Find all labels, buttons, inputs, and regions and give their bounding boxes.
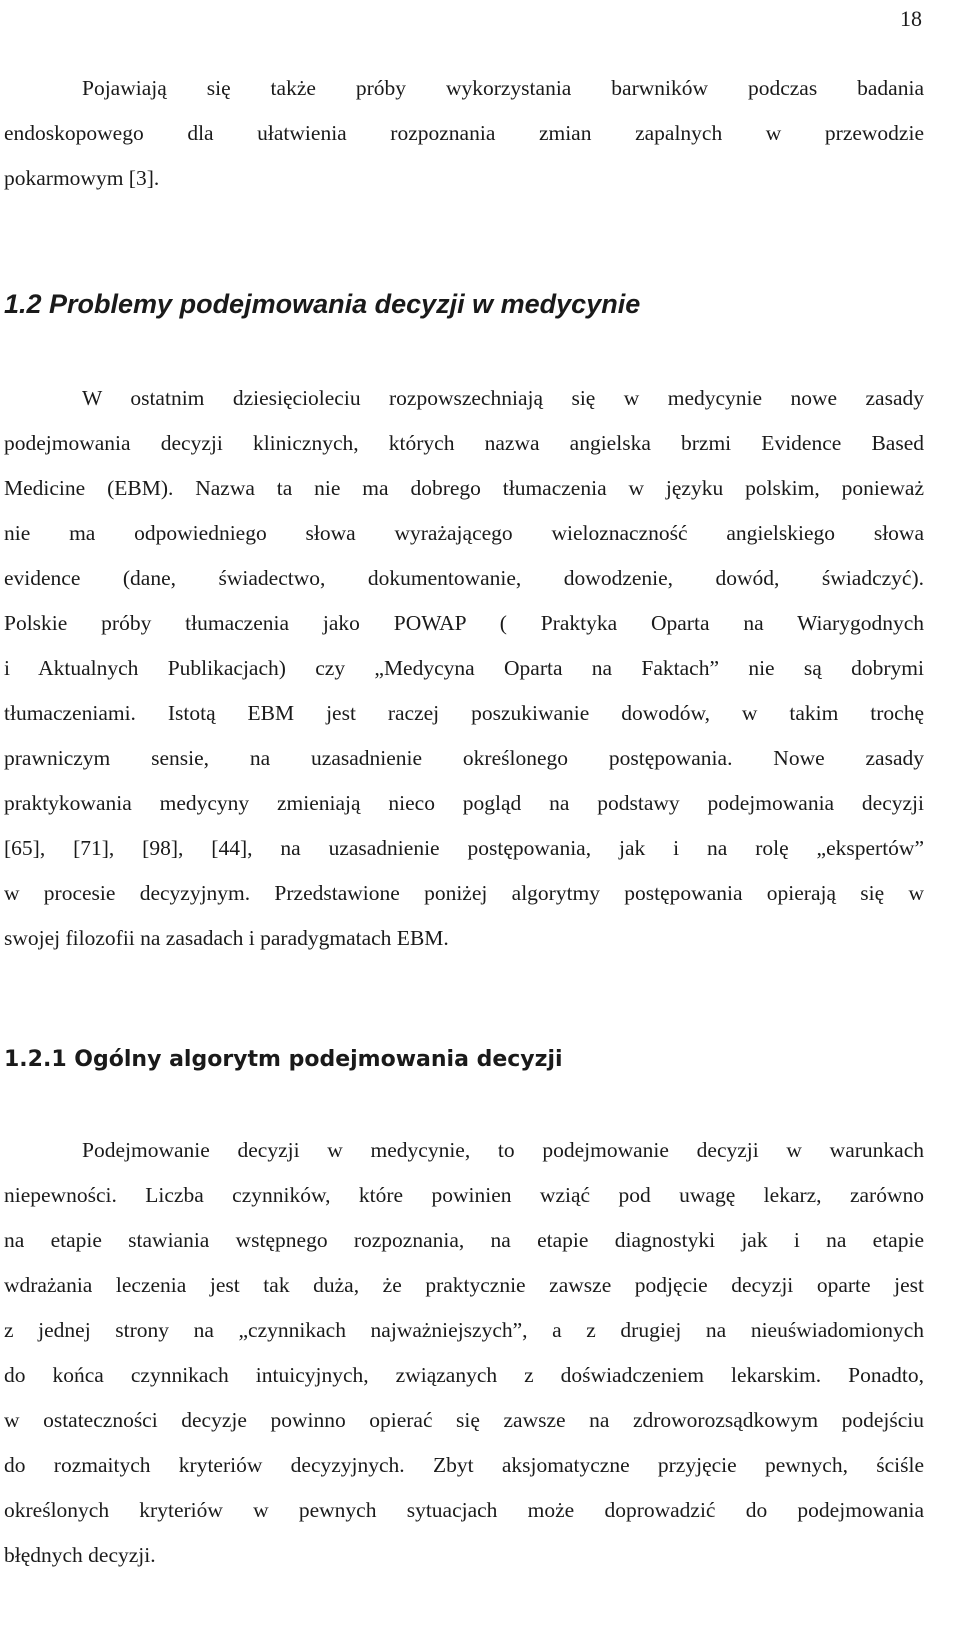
paragraph-ebm — [4, 376, 924, 961]
text-line: w ostateczności decyzje powinno opierać się zawsze na zdroworozsądkowym podejściu — [4, 1408, 924, 1432]
text-line: Polskie próby tłumaczenia jako POWAP ( Praktyka Oparta na Wiarygodnych — [4, 611, 924, 635]
text-line: w procesie decyzyjnym. Przedstawione poniżej algorytmy postępowania opierają się w — [4, 881, 924, 905]
paragraph-decisions — [4, 1128, 924, 1578]
text-line: do rozmaitych kryteriów decyzyjnych. Zbyt aksjomatyczne przyjęcie pewnych, ściśle — [4, 1453, 924, 1477]
text-line: Pojawiają się także próby wykorzystania barwników podczas badania — [82, 76, 924, 100]
subsection-heading: 1.2.1 Ogólny algorytm podejmowania decyzji — [4, 1047, 563, 1072]
text-line: do końca czynnikach intuicyjnych, związanych z doświadczeniem lekarskim. Ponadto, — [4, 1363, 924, 1387]
section-heading: 1.2 Problemy podejmowania decyzji w medycynie — [4, 289, 641, 319]
text-line: swojej filozofii na zasadach i paradygmatach EBM. — [4, 926, 449, 950]
text-line: [65], [71], [98], [44], na uzasadnienie postępowania, jak i na rolę „ekspertów” — [4, 836, 924, 860]
text-line: z jednej strony na „czynnikach najważniejszych”, a z drugiej na nieuświadomionych — [4, 1318, 924, 1342]
text-line: praktykowania medycyny zmieniają nieco pogląd na podstawy podejmowania decyzji — [4, 791, 924, 815]
text-line: Medicine (EBM). Nazwa ta nie ma dobrego tłumaczenia w języku polskim, ponieważ — [4, 476, 924, 500]
text-line: tłumaczeniami. Istotą EBM jest raczej poszukiwanie dowodów, w takim trochę — [4, 701, 924, 725]
text-line: i Aktualnych Publikacjach) czy „Medycyna Oparta na Faktach” nie są dobrymi — [4, 656, 924, 680]
text-line: określonych kryteriów w pewnych sytuacjach może doprowadzić do podejmowania — [4, 1498, 924, 1522]
text-line: na etapie stawiania wstępnego rozpoznania, na etapie diagnostyki jak i na etapie — [4, 1228, 924, 1252]
text-line: błędnych decyzji. — [4, 1543, 156, 1567]
text-line: niepewności. Liczba czynników, które powinien wziąć pod uwagę lekarz, zarówno — [4, 1183, 924, 1207]
text-line: evidence (dane, świadectwo, dokumentowanie, dowodzenie, dowód, świadczyć). — [4, 566, 924, 590]
text-line: W ostatnim dziesięcioleciu rozpowszechniają się w medycynie nowe zasady — [82, 386, 924, 410]
paragraph-dyes — [4, 66, 924, 201]
text-line: podejmowania decyzji klinicznych, których nazwa angielska brzmi Evidence Based — [4, 431, 924, 455]
page-number: 18 — [900, 6, 922, 31]
text-line: pokarmowym [3]. — [4, 166, 160, 190]
text-line: prawniczym sensie, na uzasadnienie określonego postępowania. Nowe zasady — [4, 746, 924, 770]
text-line: wdrażania leczenia jest tak duża, że praktycznie zawsze podjęcie decyzji oparte jest — [4, 1273, 924, 1297]
text-line: Podejmowanie decyzji w medycynie, to podejmowanie decyzji w warunkach — [82, 1138, 924, 1162]
text-line: endoskopowego dla ułatwienia rozpoznania zmian zapalnych w przewodzie — [4, 121, 924, 145]
text-line: nie ma odpowiedniego słowa wyrażającego wieloznaczność angielskiego słowa — [4, 521, 924, 545]
